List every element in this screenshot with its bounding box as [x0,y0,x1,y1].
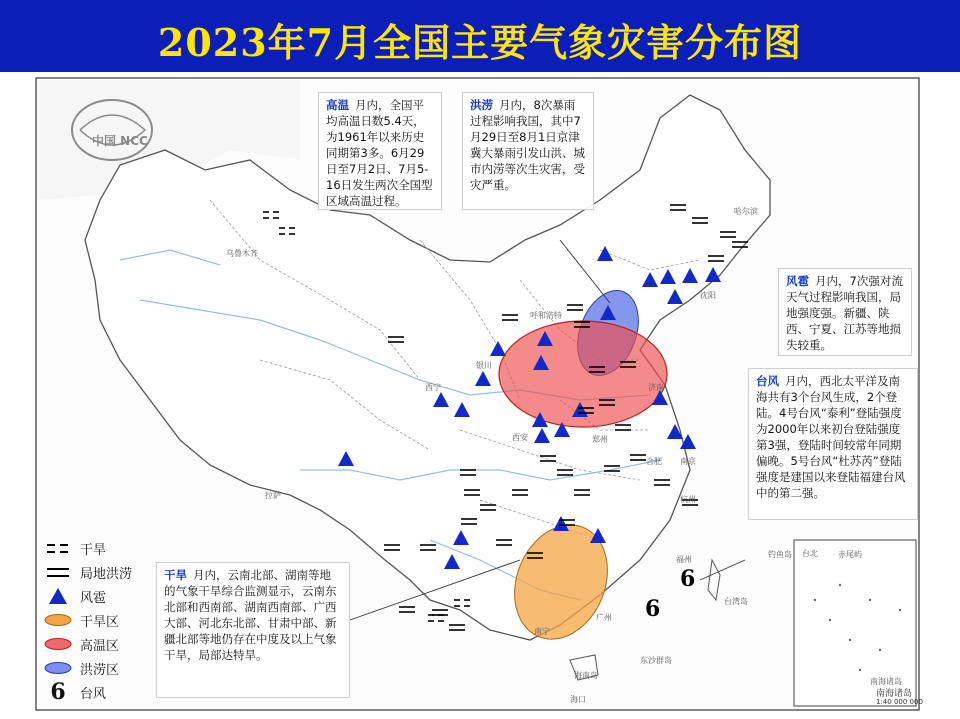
flood-text: 月内，8次暴雨过程影响我国，其中7月29日至8月1日京津冀大暴雨引发山洪、城市内涝等次生灾害，受灾严重。 [470,98,585,192]
typhoon-number-icon: 6 [50,679,66,705]
city-label: 杭州 [680,495,696,504]
city-label: 西宁 [425,383,441,392]
typhoon-mark: 6 [680,566,696,592]
city-label: 拉萨 [265,491,281,500]
city-label: 银川 [476,361,492,370]
city-label: 济南 [648,383,664,392]
legend [40,536,160,704]
drought-symbol-icon [40,538,76,558]
legend-item-drought: 干旱 [40,536,160,560]
city-label: 郑州 [592,435,608,444]
city-label: 南京 [680,457,696,466]
typhoon-mark: 6 [645,596,661,622]
city-label: 哈尔滨 [734,207,758,216]
flood-keyword: 洪涝 [470,98,493,112]
inset-title: 南海诸岛 [876,689,913,699]
city-label: 广州 [596,613,612,622]
hail-keyword: 风雹 [786,274,809,288]
city-label: 福州 [676,555,692,564]
city-label: 台北 [802,549,818,558]
legend-item-local-flood: 局地洪涝 [40,560,160,584]
heat-text: 月内，全国平均高温日数5.4天，为1961年以来历史同期第3多。6月29日至7月2日、7月5-16日发生两次全国型区域高温过程。 [326,98,433,208]
logo-text: 中国 NCC [92,134,148,148]
city-label: 钓鱼岛 [768,550,792,559]
city-label: 沈阳 [700,291,716,300]
flood-description [462,92,594,210]
city-label: 呼和浩特 [530,311,562,320]
legend-item-typhoon: 6 台风 [40,680,160,704]
hail-text: 月内，7次强对流天气过程影响我国，局地强度强。新疆、陕西、宁夏、江苏等地损失较重。 [786,274,903,352]
typhoon-text: 月内，西北太平洋及南海共有3个台风生成，2个登陆。4号台风“泰利”登陆强度为2000年以来初台登陆强度第3强，登陆时间较常年同期偏晚。5号台风“杜苏芮”登陆强度是建国以来登陆福建台风中的第二强。 [756,374,906,500]
city-label: 南海诸岛 [870,677,902,686]
page-title: 2023年7月全国主要气象灾害分布图 [157,20,803,65]
heat-keyword: 高温 [326,98,349,112]
city-label: 合肥 [646,457,662,466]
city-label: 南宁 [534,627,550,636]
drought-text: 月内，云南北部、湖南等地的气象干旱综合监测显示，云南东北部和西南部、湖南西南部、广西大部、河北东北部、甘肃中部、新疆北部等地仍存在中度及以上气象干旱，局部达特旱。 [164,568,337,662]
drought-zone-ellipse-icon [40,610,76,630]
hail-triangle-icon [40,586,76,606]
flood-local-symbol-icon [40,562,76,582]
city-label: 海口 [570,695,586,704]
typhoon-keyword: 台风 [756,374,779,388]
typhoon-description [748,368,918,520]
legend-item-hail: 风雹 [40,584,160,608]
city-label: 赤尾屿 [838,550,862,559]
legend-item-heat-zone: 高温区 [40,632,160,656]
hail-description [778,268,912,356]
legend-item-drought-zone: 干旱区 [40,608,160,632]
city-label: 海南岛 [574,671,598,680]
legend-item-flood-zone: 洪涝区 [40,656,160,680]
city-label: 台湾岛 [724,597,748,606]
inset-scale: 1:40 000 000 [876,698,923,706]
flood-zone-ellipse-icon [40,658,76,678]
drought-keyword: 干旱 [164,568,187,582]
drought-description [156,562,350,698]
city-label: 西安 [512,433,528,442]
city-label: 东沙群岛 [640,656,672,665]
heat-description [318,92,442,210]
city-label: 乌鲁木齐 [226,249,258,258]
heat-zone-ellipse-icon [40,634,76,654]
